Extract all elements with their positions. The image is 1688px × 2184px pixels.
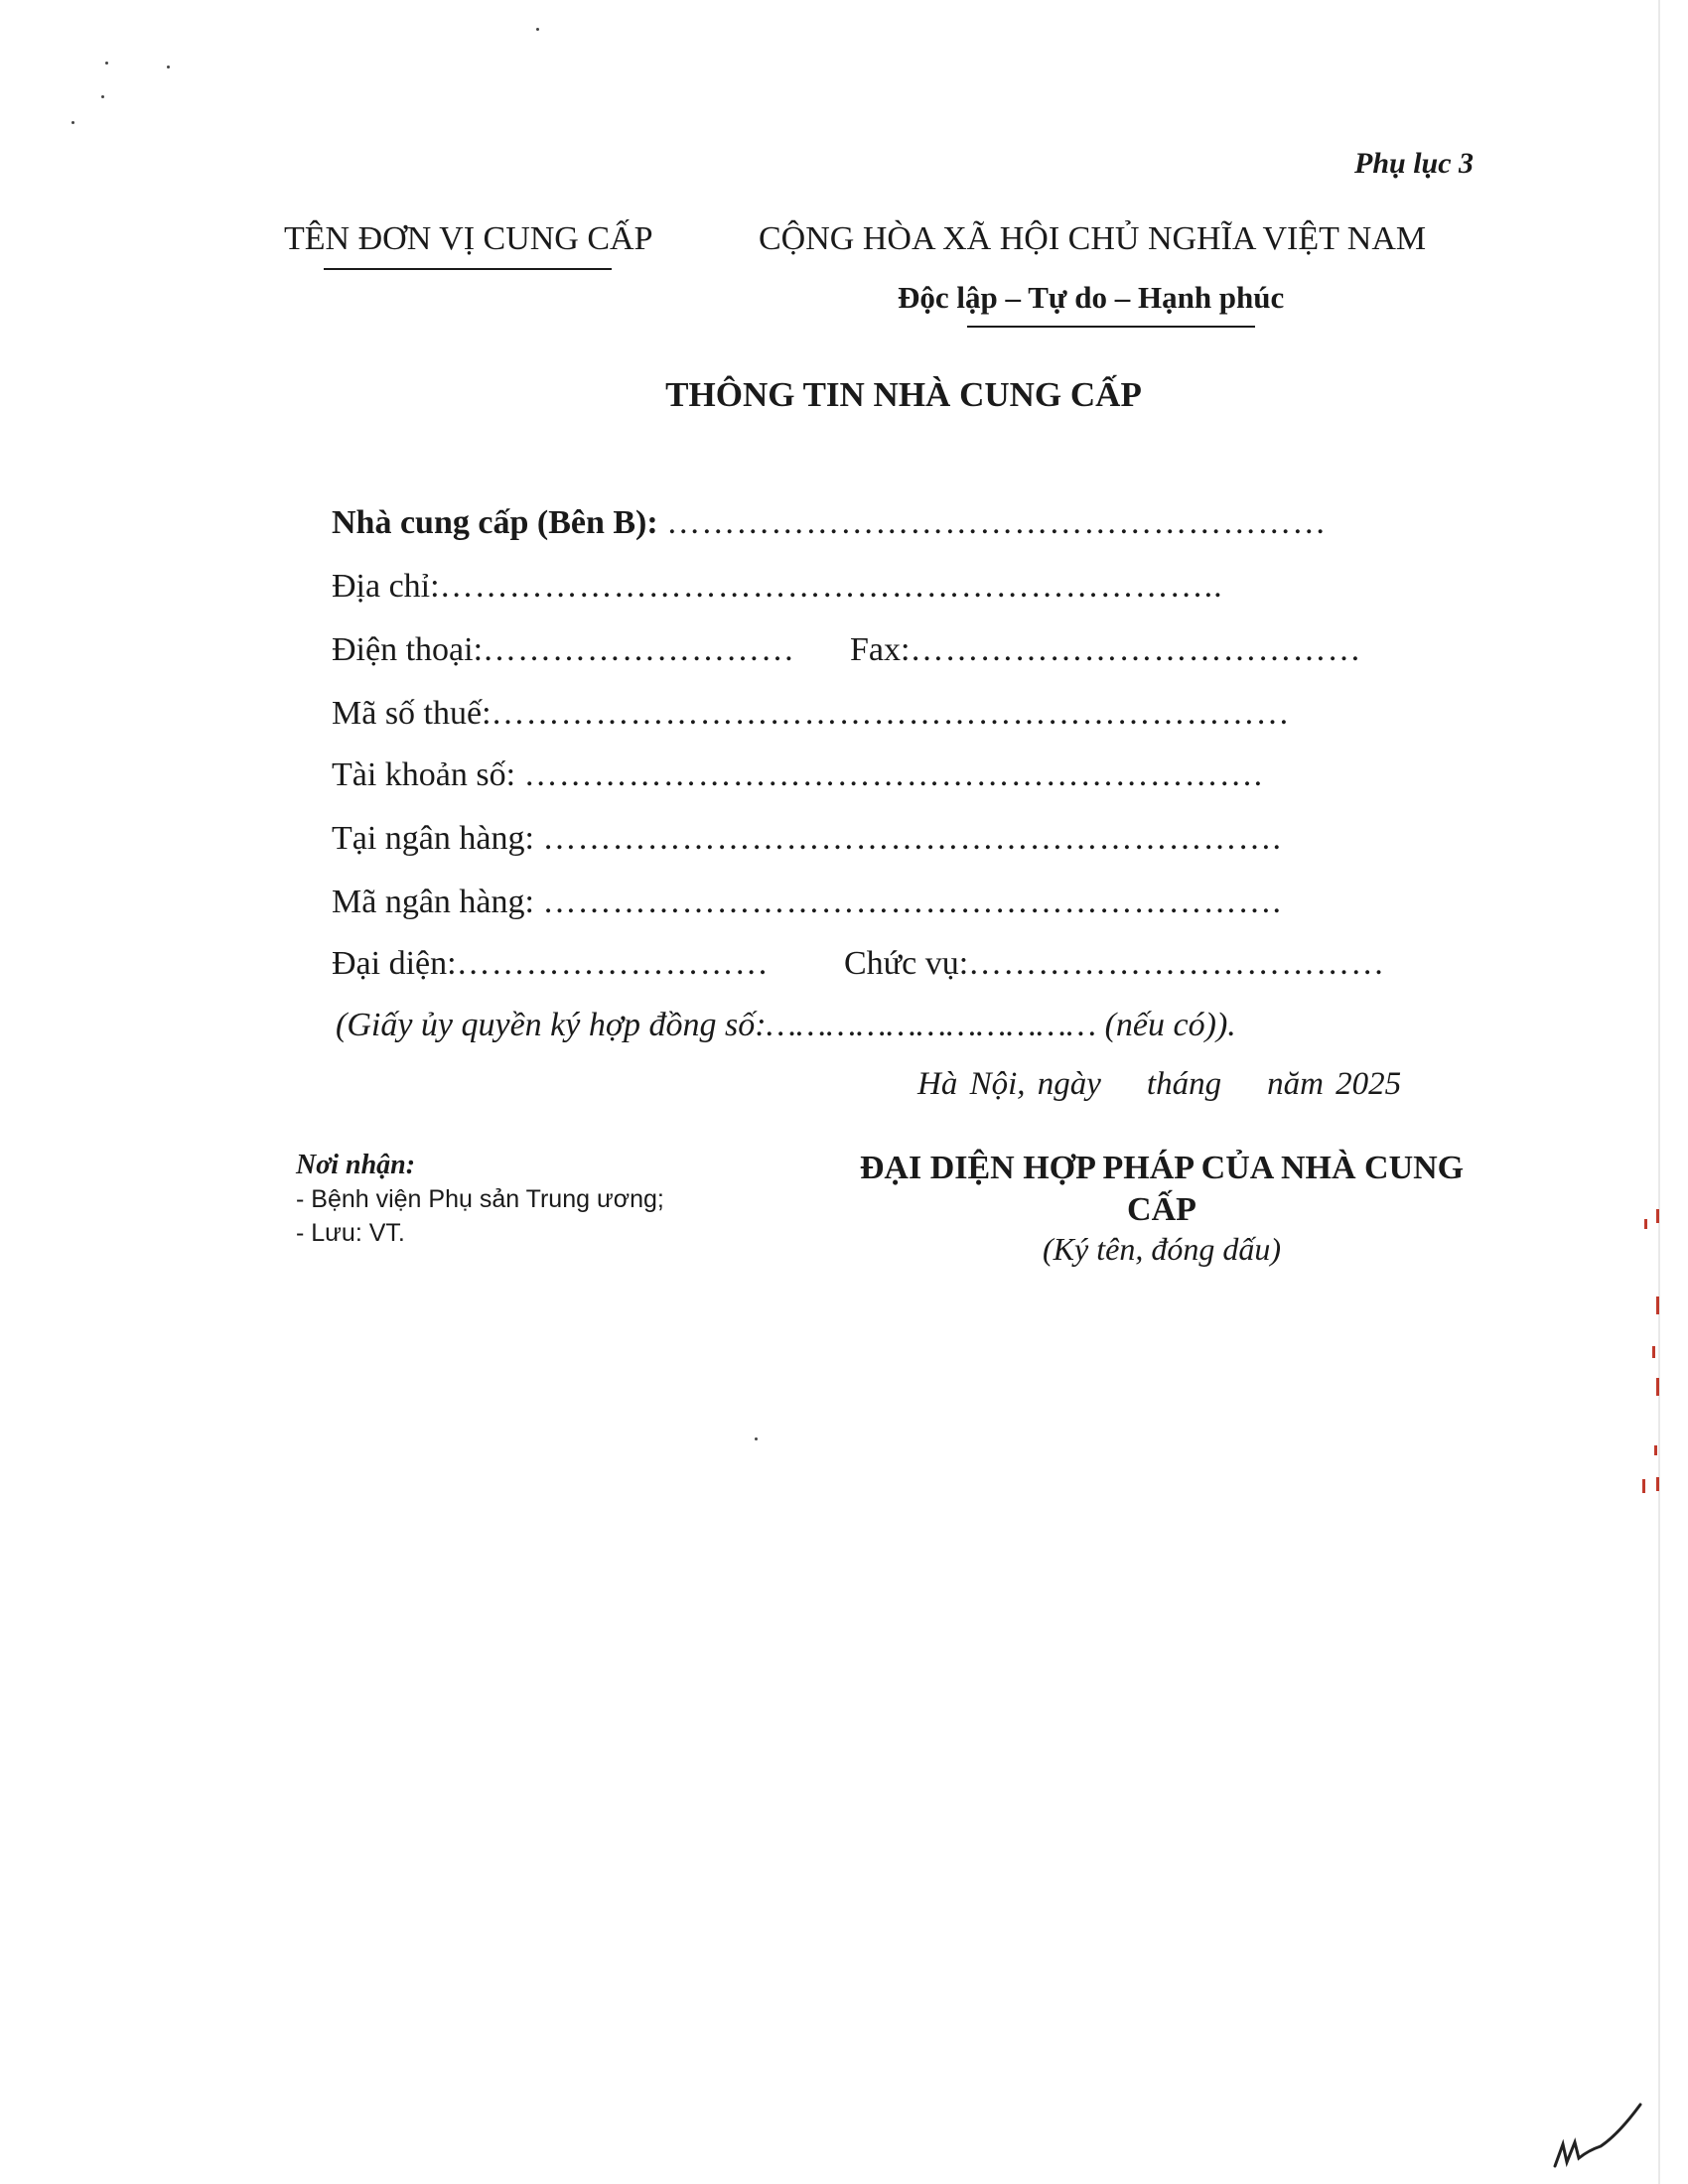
stamp-fragment [1644,1219,1647,1229]
phone-field [332,631,795,669]
date-place-day: Hà Nội, ngày [917,1066,1101,1102]
stamp-fragment [1656,1378,1659,1396]
date-year: năm 2025 [1267,1066,1402,1102]
supplier-field [332,504,1327,542]
stamp-fragment [1656,1297,1659,1314]
scan-speck [755,1437,758,1440]
account-blank: ………………………………………………………. [523,756,1264,793]
page-edge [1658,0,1660,2184]
fax-blank: ………………………………… [910,631,1362,668]
scan-speck [71,121,74,124]
recipient-item: - Lưu: VT. [296,1219,405,1247]
account-label: Tài khoản số: [332,756,516,793]
unit-underline [324,268,612,270]
signature-note: (Ký tên, đóng dấu) [1043,1231,1281,1267]
address-label: Địa chỉ: [332,568,440,605]
phone-label: Điện thoại: [332,631,484,668]
scan-speck [167,66,170,68]
handwritten-initials [1549,2085,1648,2174]
position-blank: ……………………………… [968,945,1386,982]
recipient-item: - Bệnh viện Phụ sản Trung ương; [296,1185,664,1213]
appendix-label: Phụ lục 3 [1354,147,1475,180]
stamp-fragment [1656,1209,1659,1223]
fax-label: Fax: [850,631,911,668]
bank-blank: ………………………………………………………. [542,820,1282,857]
date-month: tháng [1146,1066,1222,1102]
stamp-fragment [1642,1479,1645,1493]
national-motto: Độc lập – Tự do – Hạnh phúc [898,280,1285,315]
phone-blank: ……………………… [483,631,796,668]
scan-speck [101,95,104,98]
bank-code-label: Mã ngân hàng: [332,884,534,920]
supplier-blank: ………………………………………………… [666,504,1328,541]
scan-speck [536,28,539,31]
address-blank: ………………………………………………………….. [439,568,1223,605]
stamp-fragment [1654,1445,1657,1455]
supplier-label: Nhà cung cấp (Bên B): [332,504,658,541]
bank-label: Tại ngân hàng: [332,820,534,857]
stamp-fragment [1656,1477,1659,1491]
representative-label: Đại diện: [332,945,457,982]
address-field [332,568,1223,606]
date-line [917,1066,1401,1103]
signature-title: ĐẠI DIỆN HỢP PHÁP CỦA NHÀ CUNG CẤP [859,1150,1465,1228]
nation-name: CỘNG HÒA XÃ HỘI CHỦ NGHĨA VIỆT NAM [759,220,1427,257]
recipients-title: Nơi nhận: [296,1150,416,1180]
tax-label: Mã số thuế: [332,695,492,732]
motto-underline [967,326,1255,328]
fax-field [850,631,1361,669]
document-title: THÔNG TIN NHÀ CUNG CẤP [665,375,1142,414]
bank-code-blank: ………………………………………………………. [542,884,1282,920]
bank-field [332,820,1282,858]
tax-field [332,695,1291,733]
representative-blank: ……………………… [456,945,770,982]
unit-name: TÊN ĐƠN VỊ CUNG CẤP [284,220,653,257]
representative-field [332,945,770,983]
stamp-fragment [1652,1346,1655,1358]
position-label: Chức vụ: [844,945,969,982]
position-field [844,945,1385,983]
scan-speck [105,62,108,65]
tax-blank: …………………………………………………………… [491,695,1291,732]
authorization-note: (Giấy ủy quyền ký hợp đồng số:…………………………… (nếu có)). [336,1007,1236,1043]
bank-code-field [332,884,1282,921]
account-field [332,756,1263,794]
